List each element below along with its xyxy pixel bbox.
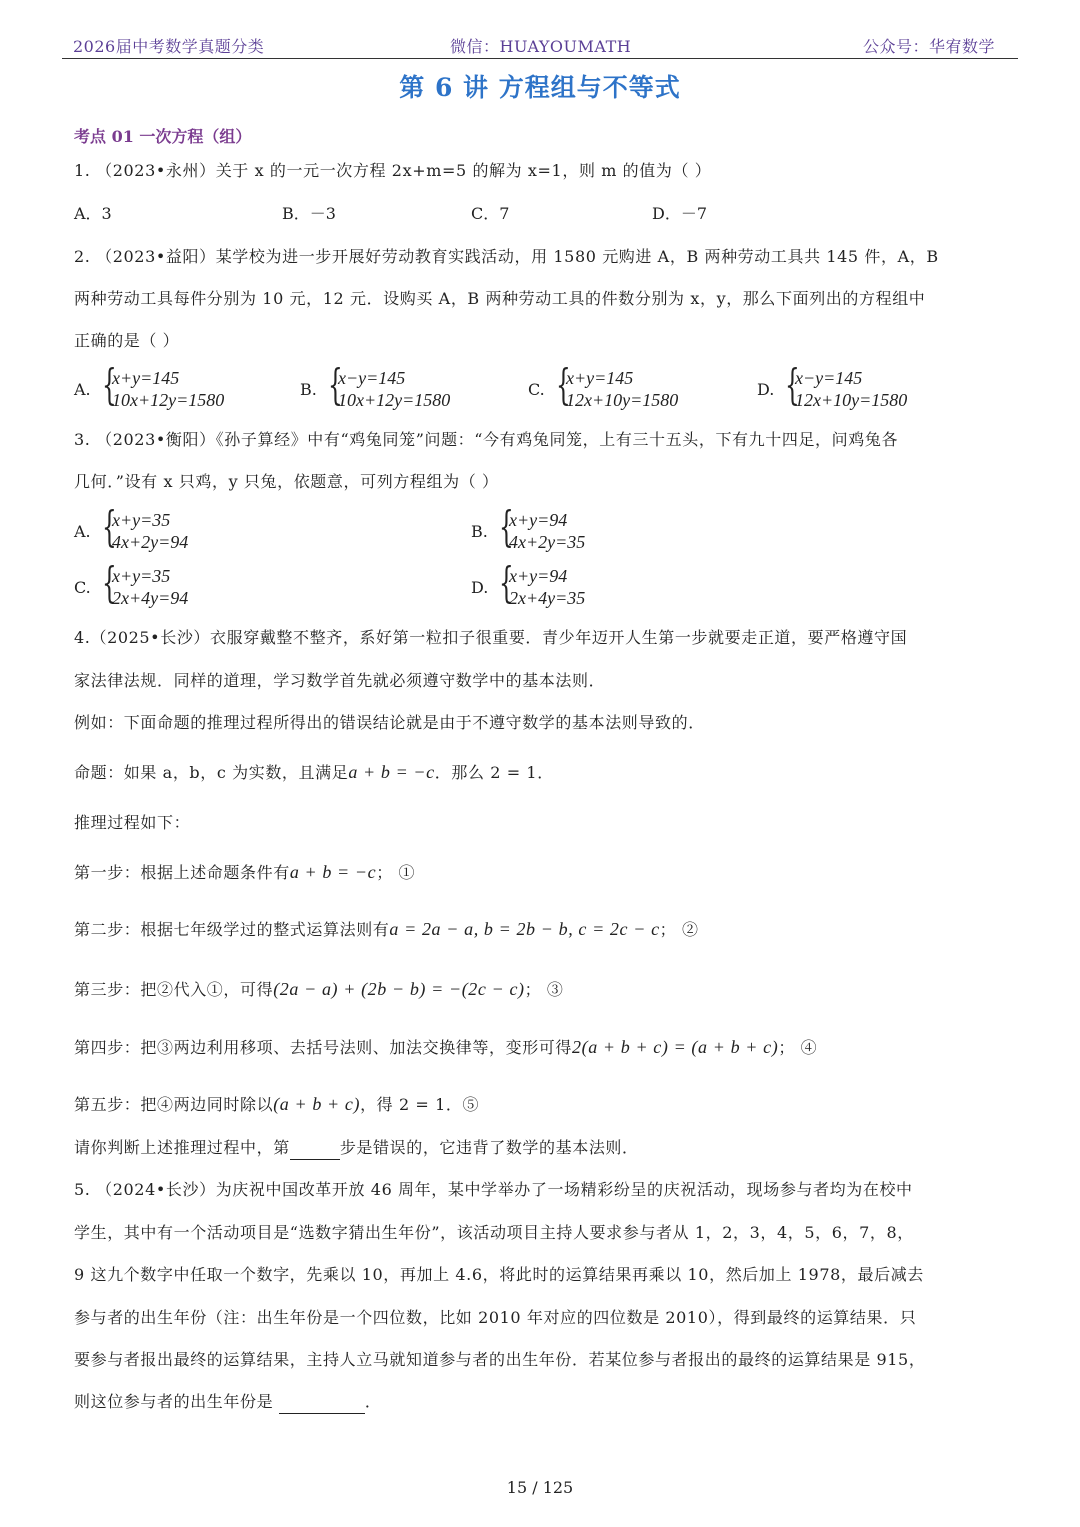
equation-2: 10x+12y=1580 [112, 390, 225, 410]
q3-stem-line-1: 3. （2023•衡阳）《孙子算经》中有“鸡兔同笼”问题：“今有鸡兔同笼，上有三十五头，下有九十四足，问鸡兔各 [74, 430, 899, 449]
question-post: 步是错误的，它违背了数学的基本法则． [339, 1138, 639, 1157]
step-tail: ，得 2 = 1．⑤ [360, 1095, 480, 1114]
answer-blank[interactable] [279, 1391, 365, 1414]
q5-stem-line-6 [74, 1391, 382, 1414]
q4-process-heading: 推理过程如下： [74, 813, 191, 832]
page-number: 15 / 125 [506, 1478, 574, 1497]
step-tail: ； ① [376, 863, 416, 882]
equation-1: x−y=145 [795, 368, 863, 388]
q5-last-pre: 则这位参与者的出生年份是 [74, 1392, 274, 1411]
brace: { [102, 360, 117, 409]
equation-1: x+y=145 [112, 368, 180, 388]
step-math: (a + b + c) [273, 1094, 361, 1114]
equation-2: 10x+12y=1580 [338, 390, 451, 410]
option-label: D. [757, 380, 775, 399]
step-text: 第二步：根据七年级学过的整式运算法则有 [74, 920, 390, 939]
step-math: a + b = −c [289, 862, 377, 882]
q1-option-b: B．－3 [282, 204, 336, 223]
equation-2: 2x+4y=94 [112, 588, 189, 608]
q5-last-post: ． [364, 1392, 382, 1411]
q4-step-3 [74, 978, 564, 1001]
brace: { [328, 360, 343, 409]
option-label: D. [471, 578, 489, 597]
q5-stem-line-4: 参与者的出生年份（注：出生年份是一个四位数，比如 2010 年对应的四位数是 2010），得到最终的运算结果．只 [74, 1308, 917, 1327]
answer-blank[interactable] [290, 1137, 340, 1160]
q1-option-c: C．7 [471, 204, 510, 223]
q5-stem-line-5: 要参与者报出最终的运算结果，主持人立马就知道参与者的出生年份．若某位参与者报出的最终的运算结果是 915， [74, 1350, 926, 1369]
option-label: C. [528, 380, 545, 399]
step-tail: ； ④ [778, 1038, 818, 1057]
equation-1: x+y=145 [566, 368, 634, 388]
header-official-account: 公众号：华宥数学 [862, 37, 995, 56]
equation-1: x+y=94 [509, 566, 568, 586]
q4-stem-line-2: 家法律法规．同样的道理，学习数学首先就必须遵守数学中的基本法则． [74, 671, 606, 690]
step-tail: ； ③ [524, 980, 564, 999]
section-heading: 考点 01 一次方程（组） [74, 127, 252, 146]
brace: { [499, 558, 514, 607]
step-text: 第五步：把④两边同时除以 [74, 1095, 274, 1114]
equation-1: x+y=35 [112, 510, 171, 530]
step-math: (2a − a) + (2b − b) = −(2c − c) [273, 979, 525, 999]
brace: { [785, 360, 800, 409]
equation-2: 12x+10y=1580 [566, 390, 679, 410]
q2-stem-line-2: 两种劳动工具每件分别为 10 元，12 元．设购买 A，B 两种劳动工具的件数分别为 x，y，那么下面列出的方程组中 [74, 289, 926, 308]
step-text: 第三步：把②代入①，可得 [74, 980, 274, 999]
q4-stem-line-1: 4.（2025•长沙）衣服穿戴整不整齐，系好第一粒扣子很重要．青少年迈开人生第一步就要走正道，要严格遵守国 [74, 628, 908, 647]
step-math: a = 2a − a, b = 2b − b, c = 2c − c [389, 919, 660, 939]
q2-stem-line-1: 2. （2023•益阳）某学校为进一步开展好劳动教育实践活动，用 1580 元购进 A，B 两种劳动工具共 145 件，A，B [74, 247, 939, 266]
q1-stem: 1. （2023•永州）关于 x 的一元一次方程 2x+m=5 的解为 x=1，则 m 的值为（ ） [74, 161, 712, 180]
step-math: 2(a + b + c) = (a + b + c) [572, 1037, 779, 1057]
proposition-tail: ．那么 2 = 1． [434, 763, 554, 782]
q4-step-5 [74, 1093, 479, 1116]
page-title: 第 6 讲 方程组与不等式 [399, 73, 681, 102]
option-label: C. [74, 578, 91, 597]
header-divider [62, 58, 1018, 59]
step-tail: ； ② [659, 920, 699, 939]
equation-1: x+y=35 [112, 566, 171, 586]
equation-2: 4x+2y=35 [509, 532, 586, 552]
equation-2: 4x+2y=94 [112, 532, 189, 552]
brace: { [556, 360, 571, 409]
proposition-math: a + b = −c [348, 762, 435, 782]
q4-step-1 [74, 861, 415, 884]
header-doc-title: 2026届中考数学真题分类 [73, 37, 265, 56]
question-pre: 请你判断上述推理过程中，第 [74, 1138, 290, 1157]
q3-stem-line-2: 几何．”设有 x 只鸡，y 只兔，依题意，可列方程组为（ ） [74, 472, 499, 491]
q4-question [74, 1137, 639, 1160]
equation-1: x−y=145 [338, 368, 406, 388]
header-wechat: 微信：HUAYOUMATH [450, 37, 632, 56]
proposition-text: 命题：如果 a，b，c 为实数，且满足 [74, 763, 349, 782]
equation-2: 12x+10y=1580 [795, 390, 908, 410]
q4-step-2 [74, 918, 699, 941]
q1-option-a: A．3 [74, 204, 112, 223]
step-text: 第一步：根据上述命题条件有 [74, 863, 290, 882]
option-label: B. [300, 380, 317, 399]
q1-option-d: D．－7 [652, 204, 708, 223]
brace: { [102, 558, 117, 607]
option-label: A. [74, 380, 91, 399]
q4-step-4 [74, 1036, 817, 1059]
brace: { [499, 502, 514, 551]
option-label: A. [74, 522, 91, 541]
equation-2: 2x+4y=35 [509, 588, 586, 608]
q5-stem-line-2: 学生，其中有一个活动项目是“选数字猜出生年份”，该活动项目主持人要求参与者从 1，2，3，4，5，6，7，8， [74, 1223, 914, 1242]
q5-stem-line-1: 5. （2024•长沙）为庆祝中国改革开放 46 周年，某中学举办了一场精彩纷呈的庆祝活动，现场参与者均为在校中 [74, 1180, 913, 1199]
q5-stem-line-3: 9 这九个数字中任取一个数字，先乘以 10，再加上 4.6，将此时的运算结果再乘以 10，然后加上 1978，最后减去 [74, 1265, 924, 1284]
q2-stem-line-3: 正确的是（ ） [74, 331, 180, 350]
equation-1: x+y=94 [509, 510, 568, 530]
brace: { [102, 502, 117, 551]
step-text: 第四步：把③两边利用移项、去括号法则、加法交换律等，变形可得 [74, 1038, 573, 1057]
q4-stem-line-3: 例如：下面命题的推理过程所得出的错误结论就是由于不遵守数学的基本法则导致的． [74, 713, 705, 732]
q4-proposition [74, 761, 554, 784]
option-label: B. [471, 522, 488, 541]
